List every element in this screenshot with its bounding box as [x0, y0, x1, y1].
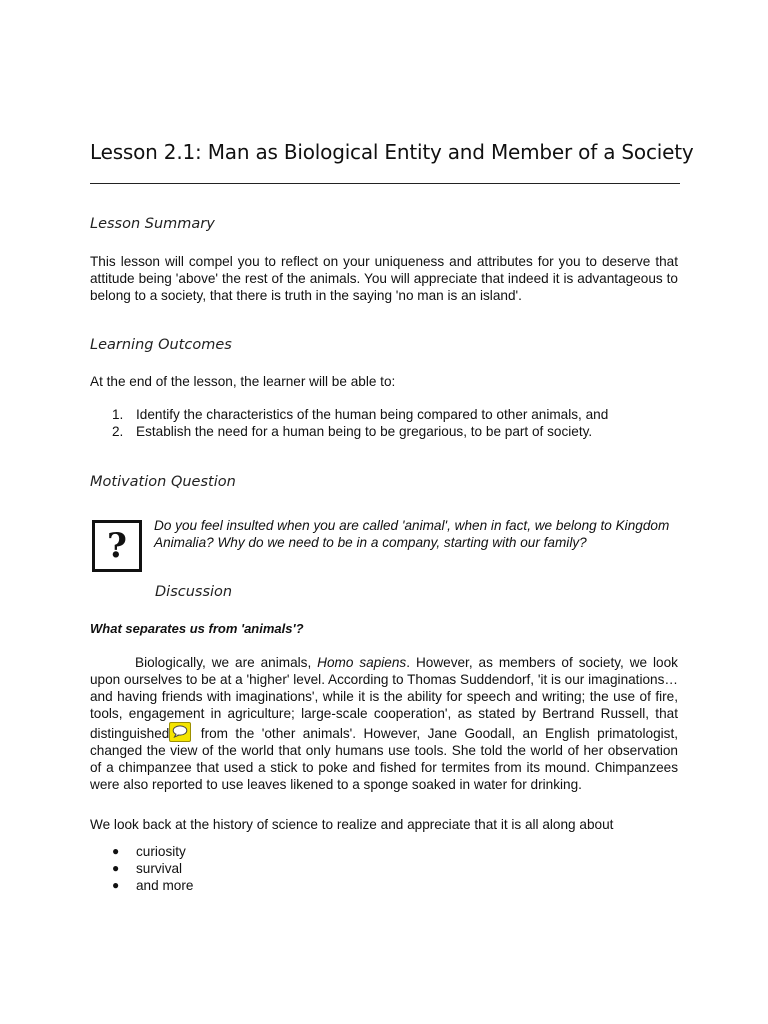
- motivation-question: Do you feel insulted when you are called 'animal', when in fact, we belong to Kingdom Animalia? Why do we need to be in a company, starting with our family?: [154, 518, 670, 550]
- bullet-icon: ●: [112, 878, 120, 892]
- discussion-paragraph: [90, 654, 678, 793]
- question-mark-icon: ?: [92, 520, 142, 572]
- species-name: Homo sapiens: [317, 655, 407, 670]
- list-item: [112, 843, 193, 860]
- lesson-title: Lesson 2.1: Man as Biological Entity and Member of a Society: [90, 140, 694, 164]
- discussion-subheading: What separates us from 'animals'?: [90, 621, 304, 636]
- list-text: Identify the characteristics of the human being compared to other animals, and: [136, 407, 609, 422]
- history-paragraph: We look back at the history of science to realize and appreciate that it is all along about: [90, 817, 614, 832]
- list-item: [112, 860, 193, 877]
- outcomes-intro: At the end of the lesson, the learner will be able to:: [90, 374, 396, 389]
- list-item: [112, 877, 193, 894]
- outcomes-heading: Learning Outcomes: [90, 337, 232, 353]
- list-text: curiosity: [136, 844, 186, 859]
- paragraph-text: from the 'other animals'. However, Jane Goodall, an English primatologist, changed the view of the world that only humans use tools. She told the world of her observation of a chimpanzee that used a stick to poke and fished for termites from its mound. Chimpanzees were also reported to use leaves likened to a sponge soaked in water for drinking.: [90, 726, 678, 792]
- list-text: and more: [136, 878, 194, 893]
- bullet-icon: ●: [112, 861, 120, 875]
- summary-heading: Lesson Summary: [90, 216, 215, 232]
- title-divider: [90, 183, 680, 184]
- motivation-heading: Motivation Question: [90, 474, 236, 490]
- list-item: [112, 423, 608, 440]
- discussion-heading: Discussion: [155, 584, 233, 600]
- summary-text: This lesson will compel you to reflect on your uniqueness and attributes for you to deserve that attitude being 'above' the rest of the animals. You will appreciate that indeed it is advantageous to belong to a society, that there is truth in the saying 'no man is an island'.: [90, 254, 678, 303]
- paragraph-text: Biologically, we are animals,: [135, 655, 318, 670]
- bullet-icon: ●: [112, 844, 120, 858]
- bullet-list: [112, 843, 193, 894]
- outcomes-list: [112, 406, 608, 440]
- list-text: Establish the need for a human being to be gregarious, to be part of society.: [136, 424, 593, 439]
- comment-icon[interactable]: [169, 722, 191, 742]
- list-item: [112, 406, 608, 423]
- list-number: 2.: [112, 424, 124, 439]
- list-number: 1.: [112, 407, 124, 422]
- list-text: survival: [136, 861, 183, 876]
- paragraph-text: . However, as members of society, we look upon ourselves to be at a 'higher' level. According to Thomas Suddendorf, 'it is our imaginations… and having friends with imaginations', while it is the ability for speech and writing; the use of fire, tools, engagement in agriculture; large-scale cooperation', as stated by Bertrand Russell, that distinguished: [90, 655, 678, 741]
